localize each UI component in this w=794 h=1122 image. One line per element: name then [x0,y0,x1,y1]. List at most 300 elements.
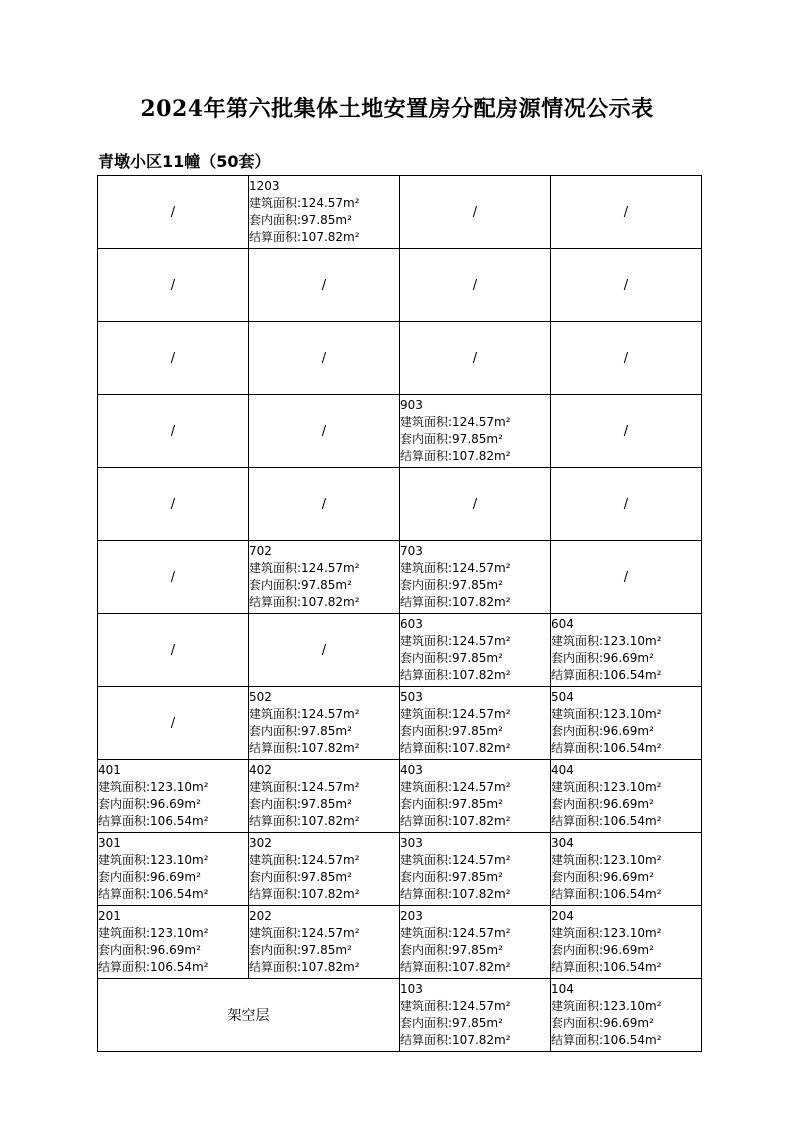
inner-area [98,942,248,959]
unit-number [400,397,550,414]
building-area-value: 124.57 [452,634,495,648]
inner-area-value: 97.85 [452,432,487,446]
inner-area-label: 套内面积: [551,724,604,738]
area-unit: m² [645,668,662,682]
unit-number-value: 301 [98,836,121,850]
inner-area [551,650,701,667]
area-unit: m² [645,741,662,755]
building-area-label: 建筑面积: [551,707,604,721]
area-unit: m² [192,853,209,867]
building-area-label: 建筑面积: [249,780,302,794]
table-row [98,687,702,760]
area-unit: m² [335,943,352,957]
inner-area [400,869,550,886]
unit-number-value: 503 [400,690,423,704]
settlement-area-value: 106.54 [150,960,193,974]
settlement-area-value: 107.82 [301,741,344,755]
unit-number [400,835,550,852]
building-area [249,560,399,577]
inner-area [98,796,248,813]
inner-area-value: 96.69 [603,943,638,957]
empty-unit-cell: / [249,395,400,468]
area-unit: m² [486,943,503,957]
empty-unit-cell: / [249,468,400,541]
area-unit: m² [343,780,360,794]
inner-area-value: 96.69 [150,943,185,957]
inner-area-value: 96.69 [603,870,638,884]
building-area-label: 建筑面积: [98,926,151,940]
unit-number-value: 204 [551,909,574,923]
area-unit: m² [494,1033,511,1047]
inner-area-value: 96.69 [603,1016,638,1030]
inner-area-value: 96.69 [150,870,185,884]
area-unit: m² [494,415,511,429]
inner-area [400,796,550,813]
settlement-area [551,886,701,903]
area-unit: m² [486,432,503,446]
table-row [98,833,702,906]
settlement-area [249,959,399,976]
settlement-area-label: 结算面积: [249,230,302,244]
area-unit: m² [335,578,352,592]
unit-number [551,762,701,779]
inner-area-label: 套内面积: [249,797,302,811]
table-row [98,176,702,249]
inner-area [249,869,399,886]
area-unit: m² [645,634,662,648]
settlement-area-label: 结算面积: [551,814,604,828]
building-area-label: 建筑面积: [98,780,151,794]
settlement-area-label: 结算面积: [400,887,453,901]
settlement-area-label: 结算面积: [98,887,151,901]
unit-number-value: 401 [98,763,121,777]
inner-area [249,212,399,229]
building-area [249,779,399,796]
unit-cell [400,687,551,760]
unit-cell [249,833,400,906]
settlement-area [98,813,248,830]
area-unit: m² [637,797,654,811]
unit-number [400,543,550,560]
area-unit: m² [494,887,511,901]
building-area-value: 123.10 [603,853,646,867]
empty-unit-cell: / [249,614,400,687]
area-unit: m² [637,870,654,884]
building-area-label: 建筑面积: [400,707,453,721]
settlement-area-value: 106.54 [150,814,193,828]
settlement-area-value: 107.82 [301,595,344,609]
settlement-area-label: 结算面积: [400,595,453,609]
building-area-label: 建筑面积: [551,634,604,648]
unit-number [98,835,248,852]
building-subtitle: 青墩小区11幢（50套） [98,152,271,171]
settlement-area-value: 106.54 [603,1033,646,1047]
empty-unit-cell: / [551,176,702,249]
area-unit: m² [645,1033,662,1047]
area-unit: m² [645,926,662,940]
settlement-area-value: 107.82 [301,230,344,244]
building-area-label: 建筑面积: [551,999,604,1013]
settlement-area-label: 结算面积: [400,960,453,974]
unit-cell [249,176,400,249]
unit-cell [400,906,551,979]
inner-area-value: 97.85 [452,797,487,811]
settlement-area-value: 107.82 [452,887,495,901]
inner-area-value: 96.69 [150,797,185,811]
inner-area-label: 套内面积: [249,578,302,592]
building-area-value: 124.57 [452,561,495,575]
settlement-area-label: 结算面积: [249,814,302,828]
settlement-area [551,740,701,757]
unit-number-value: 303 [400,836,423,850]
empty-unit-cell: / [98,395,249,468]
area-unit: m² [192,960,209,974]
building-area-value: 124.57 [452,926,495,940]
building-area-value: 123.10 [603,780,646,794]
inner-area-value: 97.85 [301,213,336,227]
inner-area [98,869,248,886]
settlement-area-value: 107.82 [452,595,495,609]
inner-area-value: 97.85 [301,578,336,592]
settlement-area-value: 106.54 [603,887,646,901]
unit-cell [400,760,551,833]
inner-area-label: 套内面积: [400,797,453,811]
building-area-label: 建筑面积: [400,634,453,648]
unit-number [551,835,701,852]
unit-cell [98,906,249,979]
inner-area [249,942,399,959]
area-unit: m² [637,651,654,665]
settlement-area [551,959,701,976]
building-area-label: 建筑面积: [400,415,453,429]
inner-area-label: 套内面积: [400,943,453,957]
inner-area-value: 97.85 [301,943,336,957]
settlement-area-value: 106.54 [150,887,193,901]
inner-area-label: 套内面积: [551,943,604,957]
area-unit: m² [486,724,503,738]
building-area-value: 124.57 [452,415,495,429]
settlement-area-label: 结算面积: [551,887,604,901]
unit-cell [400,614,551,687]
building-area [400,560,550,577]
building-area-label: 建筑面积: [249,853,302,867]
unit-number [249,543,399,560]
unit-number [400,908,550,925]
settlement-area [551,667,701,684]
settlement-area [400,813,550,830]
settlement-area-value: 106.54 [603,668,646,682]
settlement-area [551,813,701,830]
settlement-area-label: 结算面积: [551,741,604,755]
inner-area-label: 套内面积: [551,651,604,665]
area-unit: m² [192,780,209,794]
building-area [551,852,701,869]
unit-cell [249,687,400,760]
unit-number-value: 504 [551,690,574,704]
building-area [249,852,399,869]
empty-unit-cell: / [400,249,551,322]
building-area-label: 建筑面积: [98,853,151,867]
table-row [98,395,702,468]
inner-area [551,1015,701,1032]
area-unit: m² [645,814,662,828]
settlement-area [400,740,550,757]
settlement-area-label: 结算面积: [400,668,453,682]
empty-unit-cell: / [98,614,249,687]
settlement-area-label: 结算面积: [249,960,302,974]
area-unit: m² [335,870,352,884]
inner-area-label: 套内面积: [400,432,453,446]
inner-area [551,723,701,740]
unit-number [98,908,248,925]
inner-area-value: 97.85 [452,724,487,738]
inner-area-value: 97.85 [452,578,487,592]
area-unit: m² [494,449,511,463]
unit-cell [551,979,702,1052]
building-area-label: 建筑面积: [400,780,453,794]
table-row [98,541,702,614]
area-unit: m² [184,870,201,884]
settlement-area-label: 结算面积: [551,1033,604,1047]
building-area-label: 建筑面积: [551,780,604,794]
building-area [400,414,550,431]
unit-number-value: 304 [551,836,574,850]
building-area-value: 123.10 [603,634,646,648]
unit-number [551,908,701,925]
building-area [551,998,701,1015]
table-row [98,979,702,1052]
empty-unit-cell: / [98,687,249,760]
building-area-value: 124.57 [452,780,495,794]
area-unit: m² [343,196,360,210]
pilotis-cell: 架空层 [98,979,400,1052]
settlement-area-label: 结算面积: [400,449,453,463]
settlement-area-label: 结算面积: [249,741,302,755]
building-area-label: 建筑面积: [249,707,302,721]
empty-unit-cell: / [400,468,551,541]
inner-area-label: 套内面积: [400,651,453,665]
building-area-value: 124.57 [301,780,344,794]
building-area-label: 建筑面积: [249,926,302,940]
settlement-area [400,667,550,684]
inner-area-value: 96.69 [603,651,638,665]
area-unit: m² [343,814,360,828]
settlement-area [249,594,399,611]
inner-area-label: 套内面积: [551,1016,604,1030]
unit-number-value: 1203 [249,179,280,193]
area-unit: m² [494,960,511,974]
area-unit: m² [494,634,511,648]
unit-number-value: 903 [400,398,423,412]
area-unit: m² [184,943,201,957]
inner-area-label: 套内面积: [551,797,604,811]
inner-area [400,1015,550,1032]
unit-number-value: 203 [400,909,423,923]
area-unit: m² [494,668,511,682]
building-area-label: 建筑面积: [249,561,302,575]
area-unit: m² [494,926,511,940]
unit-number-value: 502 [249,690,272,704]
area-unit: m² [645,999,662,1013]
unit-cell [551,614,702,687]
unit-number [249,178,399,195]
inner-area [551,796,701,813]
building-area-label: 建筑面积: [400,561,453,575]
settlement-area [98,886,248,903]
empty-unit-cell: / [400,322,551,395]
area-unit: m² [645,707,662,721]
empty-unit-cell: / [98,468,249,541]
settlement-area [400,594,550,611]
housing-allocation-table [97,175,702,1052]
building-area [98,925,248,942]
unit-number-value: 702 [249,544,272,558]
table-body [98,176,702,1052]
settlement-area [400,959,550,976]
unit-number-value: 201 [98,909,121,923]
area-unit: m² [645,960,662,974]
settlement-area [551,1032,701,1049]
unit-cell [400,979,551,1052]
unit-number [551,616,701,633]
inner-area [249,577,399,594]
building-area-value: 123.10 [150,926,193,940]
area-unit: m² [343,853,360,867]
settlement-area [249,740,399,757]
area-unit: m² [494,741,511,755]
building-area [98,852,248,869]
unit-cell [249,906,400,979]
unit-cell [400,833,551,906]
unit-number [249,835,399,852]
empty-unit-cell: / [551,468,702,541]
area-unit: m² [343,230,360,244]
settlement-area-value: 107.82 [452,449,495,463]
inner-area [400,723,550,740]
unit-cell [98,833,249,906]
inner-area [400,431,550,448]
unit-number [400,981,550,998]
inner-area [249,723,399,740]
inner-area-label: 套内面积: [249,724,302,738]
area-unit: m² [494,814,511,828]
area-unit: m² [494,999,511,1013]
settlement-area [98,959,248,976]
area-unit: m² [637,724,654,738]
unit-number [249,689,399,706]
empty-unit-cell: / [98,249,249,322]
settlement-area [400,1032,550,1049]
unit-cell [249,541,400,614]
settlement-area [400,886,550,903]
building-area [249,195,399,212]
empty-unit-cell: / [98,176,249,249]
page-title: 2024年第六批集体土地安置房分配房源情况公示表 [140,96,654,122]
unit-cell [400,395,551,468]
unit-number-value: 403 [400,763,423,777]
building-area [400,633,550,650]
empty-unit-cell: / [551,249,702,322]
unit-number [400,616,550,633]
building-area [551,779,701,796]
settlement-area-value: 107.82 [301,814,344,828]
unit-number-value: 604 [551,617,574,631]
building-area [98,779,248,796]
empty-unit-cell: / [551,322,702,395]
inner-area-label: 套内面积: [400,1016,453,1030]
building-area-label: 建筑面积: [249,196,302,210]
inner-area [400,942,550,959]
inner-area-value: 96.69 [603,724,638,738]
empty-unit-cell: / [551,541,702,614]
area-unit: m² [486,578,503,592]
empty-unit-cell: / [98,322,249,395]
settlement-area-value: 107.82 [452,668,495,682]
area-unit: m² [335,797,352,811]
building-area-label: 建筑面积: [400,926,453,940]
table-row [98,468,702,541]
building-area-value: 124.57 [452,999,495,1013]
building-area [249,706,399,723]
area-unit: m² [637,1016,654,1030]
area-unit: m² [486,1016,503,1030]
unit-number-value: 103 [400,982,423,996]
settlement-area [249,813,399,830]
settlement-area-value: 106.54 [603,960,646,974]
settlement-area-value: 107.82 [301,960,344,974]
settlement-area-label: 结算面积: [551,960,604,974]
area-unit: m² [494,853,511,867]
unit-number-value: 703 [400,544,423,558]
inner-area [400,650,550,667]
inner-area-value: 96.69 [603,797,638,811]
inner-area-label: 套内面积: [400,870,453,884]
area-unit: m² [645,887,662,901]
area-unit: m² [343,926,360,940]
building-area [551,706,701,723]
inner-area-label: 套内面积: [400,724,453,738]
building-area-value: 124.57 [301,926,344,940]
unit-number-value: 402 [249,763,272,777]
inner-area [551,942,701,959]
unit-cell [551,906,702,979]
area-unit: m² [335,213,352,227]
area-unit: m² [637,943,654,957]
unit-number [249,908,399,925]
table-row [98,614,702,687]
empty-unit-cell: / [400,176,551,249]
area-unit: m² [192,926,209,940]
area-unit: m² [192,887,209,901]
settlement-area-value: 107.82 [301,887,344,901]
empty-unit-cell: / [98,541,249,614]
unit-number-value: 404 [551,763,574,777]
unit-number-value: 202 [249,909,272,923]
inner-area-value: 97.85 [452,651,487,665]
inner-area-value: 97.85 [452,870,487,884]
settlement-area [249,229,399,246]
area-unit: m² [343,887,360,901]
unit-number [98,762,248,779]
empty-unit-cell: / [551,395,702,468]
area-unit: m² [192,814,209,828]
settlement-area [400,448,550,465]
unit-cell [551,760,702,833]
area-unit: m² [335,724,352,738]
building-area [249,925,399,942]
building-area [400,706,550,723]
settlement-area-label: 结算面积: [98,960,151,974]
